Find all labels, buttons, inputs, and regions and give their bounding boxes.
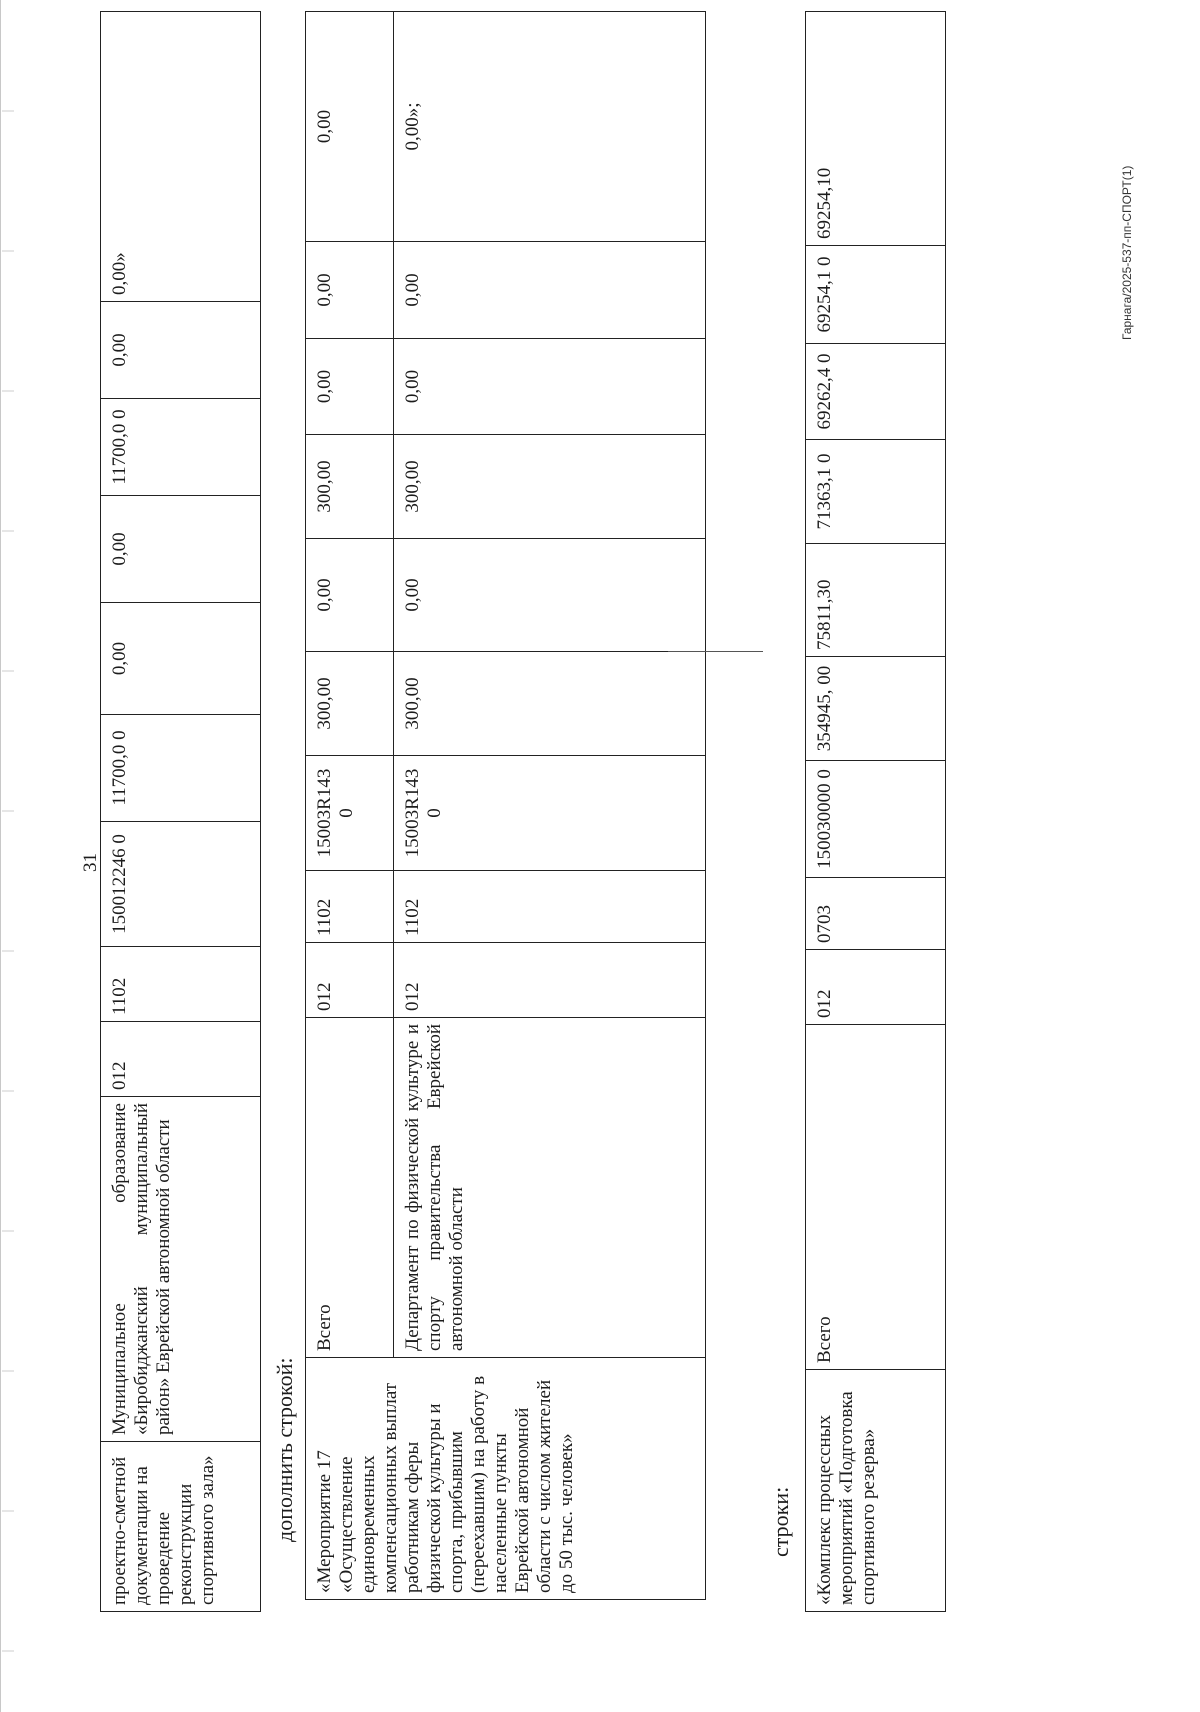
value-cell: 69262,4 0	[806, 344, 946, 440]
value-cell: 0,00	[306, 339, 394, 435]
table-project-docs	[100, 11, 261, 1612]
value-cell: 0,00	[306, 242, 394, 339]
rzpr-cell: 1102	[394, 871, 706, 943]
measure-name-cell: «Мероприятие 17 «Осуществление единовременных компенсационных выплат работникам сферы физической культуры и спорта, прибывшим (переехавшим) на работу в населенные пункты Еврейской автономной области с числом жителей до 50 тыс. человек»	[306, 1358, 706, 1600]
value-cell: 0,00	[394, 339, 706, 435]
executor-cell: Всего	[306, 1018, 394, 1358]
value-cell: 0,00»;	[394, 12, 706, 242]
scan-noise	[2, 0, 14, 1712]
executor-cell: Департамент по физической культуре и спорту правительства Еврейской автономной области	[394, 1018, 706, 1358]
value-cell: 0,00	[101, 496, 261, 603]
value-cell: 0,00	[306, 539, 394, 652]
table-row	[806, 12, 946, 1612]
value-cell: 0,00»	[101, 12, 261, 302]
measure-name-cell: проектно-сметной документации на проведение реконструкции спортивного зала»	[101, 1442, 261, 1612]
csr-cell: 150012246 0	[101, 822, 261, 947]
value-cell: 0,00	[394, 539, 706, 652]
rzpr-cell: 0703	[806, 878, 946, 950]
value-cell: 0,00	[394, 242, 706, 339]
value-cell: 300,00	[394, 435, 706, 539]
value-cell: 71363,1 0	[806, 440, 946, 544]
pen-mark	[668, 651, 763, 652]
value-cell: 0,00	[306, 12, 394, 242]
page-number: 31	[80, 853, 101, 872]
value-cell: 300,00	[306, 435, 394, 539]
table-measure-17	[305, 11, 706, 1600]
grbs-cell: 012	[306, 943, 394, 1018]
value-cell: 300,00	[306, 652, 394, 756]
executor-cell: Муниципальное образование «Биробиджанский муниципальный район» Еврейской автономной области	[101, 1097, 261, 1442]
grbs-cell: 012	[394, 943, 706, 1018]
note-add-row: дополнить строкой:	[272, 1357, 297, 1542]
measure-name-cell: «Комплекс процессных мероприятий «Подготовка спортивного резерва»	[806, 1370, 946, 1612]
document-reference: Гарнага/2025-537-пп-СПОРТ(1)	[1120, 165, 1134, 340]
value-cell: 354945, 00	[806, 657, 946, 761]
value-cell: 75811,30	[806, 544, 946, 657]
csr-cell: 15003R143 0	[306, 756, 394, 871]
note-rows: строки:	[768, 1486, 793, 1557]
rzpr-cell: 1102	[306, 871, 394, 943]
value-cell: 300,00	[394, 652, 706, 756]
scan-edge	[0, 0, 1, 1712]
value-cell: 11700,0 0	[101, 399, 261, 496]
table-sports-reserve	[805, 11, 946, 1612]
grbs-cell: 012	[101, 1022, 261, 1097]
executor-cell: Всего	[806, 1025, 946, 1370]
csr-cell: 150030000 0	[806, 761, 946, 878]
csr-cell: 15003R143 0	[394, 756, 706, 871]
value-cell: 0,00	[101, 603, 261, 715]
value-cell: 0,00	[101, 302, 261, 399]
rzpr-cell: 1102	[101, 947, 261, 1022]
value-cell: 11700,0 0	[101, 715, 261, 822]
table-row	[306, 12, 394, 1600]
table-row	[101, 12, 261, 1612]
value-cell: 69254,1 0	[806, 246, 946, 344]
value-cell: 69254,10	[806, 12, 946, 246]
grbs-cell: 012	[806, 950, 946, 1025]
